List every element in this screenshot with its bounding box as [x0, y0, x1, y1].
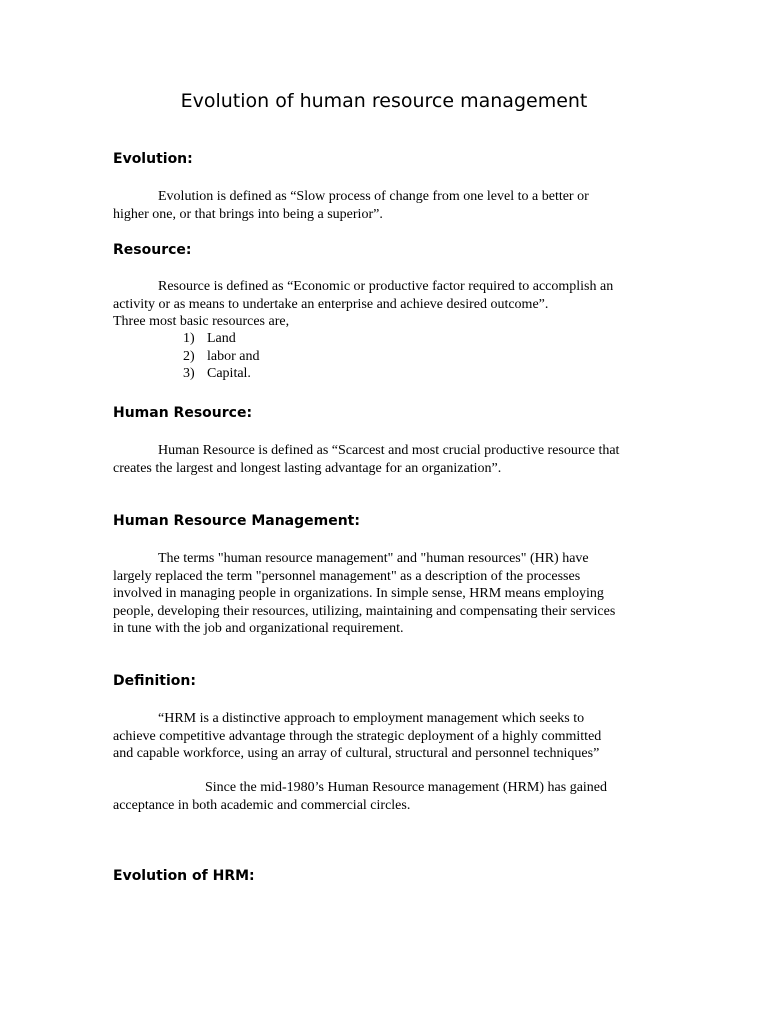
list-item [183, 365, 259, 383]
list-item [183, 348, 259, 366]
paragraph-since-1980s [113, 779, 673, 814]
paragraph-evolution [113, 188, 673, 223]
paragraph-line: in tune with the job and organizational requirement. [113, 621, 404, 636]
paragraph-line: people, developing their resources, utilizing, maintaining and compensating their services [113, 603, 616, 619]
paragraph-line: Three most basic resources are, [113, 314, 290, 329]
list-item-text: Land [207, 331, 236, 346]
paragraph-line: The terms "human resource management" and "human resources" (HR) have [158, 551, 589, 566]
list-item-number: 1) [183, 331, 195, 346]
paragraph-definition [113, 710, 673, 763]
paragraph-human-resource [113, 442, 673, 477]
paragraph-resource [113, 278, 673, 331]
list-item-number: 3) [183, 366, 195, 381]
list-item-text: labor and [207, 348, 260, 364]
paragraph-line: creates the largest and longest lasting advantage for an organization”. [113, 460, 502, 476]
list-item [183, 330, 259, 348]
heading-evolution: Evolution: [113, 151, 193, 167]
paragraph-line: involved in managing people in organizations. In simple sense, HRM means employing [113, 586, 604, 601]
paragraph-line: “HRM is a distinctive approach to employment management which seeks to [158, 711, 585, 726]
paragraph-line: and capable workforce, using an array of cultural, structural and personnel techniques” [113, 746, 600, 761]
paragraph-line: Evolution is defined as “Slow process of change from one level to a better or [158, 189, 589, 204]
list-item-text: Capital. [207, 366, 251, 381]
heading-evolution-of-hrm: Evolution of HRM: [113, 868, 255, 884]
paragraph-line: Human Resource is defined as “Scarcest and most crucial productive resource that [158, 443, 620, 458]
paragraph-line: acceptance in both academic and commercial circles. [113, 797, 411, 813]
heading-human-resource: Human Resource: [113, 405, 253, 421]
resources-list [183, 330, 259, 383]
paragraph-line: Since the mid-1980’s Human Resource management (HRM) has gained [205, 780, 608, 795]
paragraph-line: activity or as means to undertake an enterprise and achieve desired outcome”. [113, 296, 549, 312]
paragraph-line: achieve competitive advantage through the strategic deployment of a highly committed [113, 728, 602, 744]
heading-hrm: Human Resource Management: [113, 513, 360, 529]
paragraph-hrm [113, 550, 673, 638]
list-item-number: 2) [183, 348, 195, 364]
paragraph-line: higher one, or that brings into being a superior”. [113, 206, 383, 222]
heading-definition: Definition: [113, 673, 196, 689]
paragraph-line: Resource is defined as “Economic or productive factor required to accomplish an [158, 279, 614, 294]
paragraph-line: largely replaced the term "personnel management" as a description of the processes [113, 568, 581, 584]
heading-resource: Resource: [113, 242, 192, 258]
page-title: Evolution of human resource management [180, 90, 588, 112]
